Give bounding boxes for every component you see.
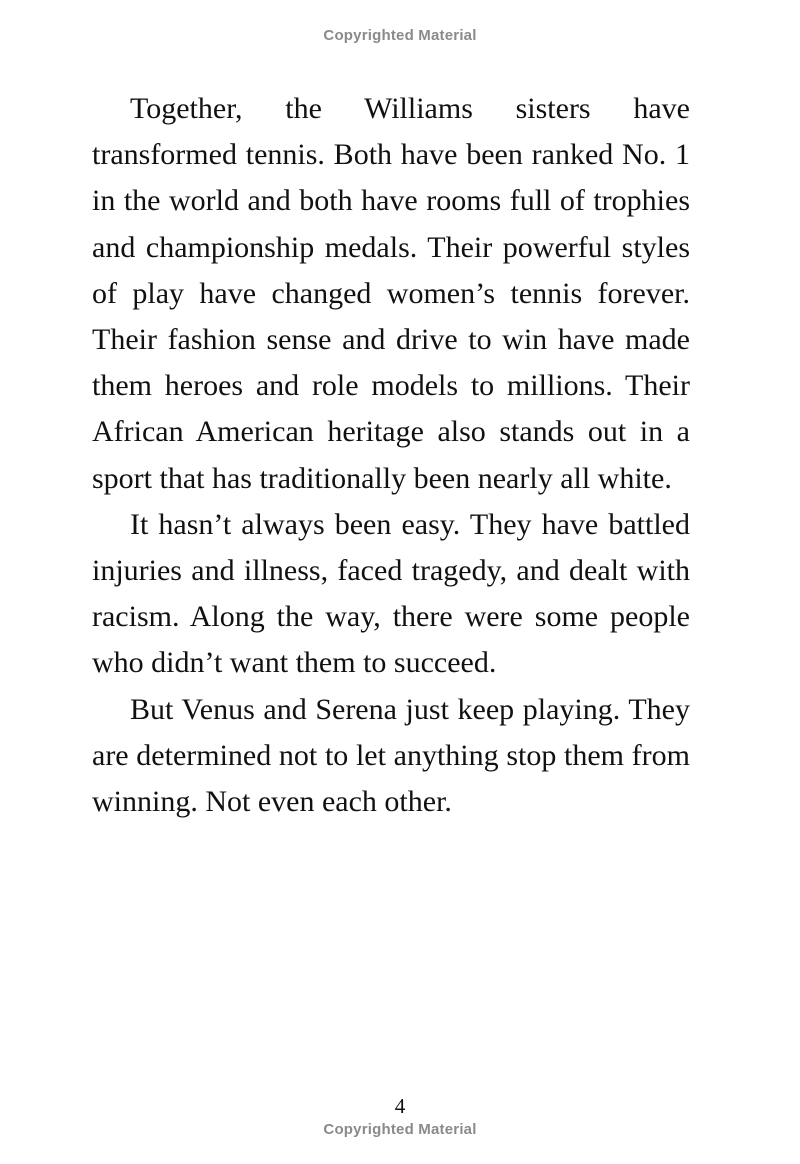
page-body — [92, 86, 690, 825]
paragraph-2: It hasn’t always been easy. They have battled injuries and illness, faced tragedy, and dealt with racism. Along the way, there were some people who didn’t want them to succeed. — [92, 507, 690, 680]
page-number: 4 — [394, 1094, 406, 1118]
paragraph-3: But Venus and Serena just keep playing. They are determined not to let anything stop them from winning. Not even each other. — [92, 692, 690, 819]
paragraph-1: Together, the Williams sisters have transformed tennis. Both have been ranked No. 1 in the world and both have rooms full of trophies and championship medals. Their powerful styles of play have changed women’s tennis forever. Their fashion sense and drive to win have made them heroes and role models to millions. Their African American heritage also stands out in a sport that has traditionally been nearly all white. — [92, 92, 690, 495]
copyright-watermark-bottom: Copyrighted Material — [323, 1121, 477, 1138]
copyright-watermark-top: Copyrighted Material — [323, 27, 477, 44]
